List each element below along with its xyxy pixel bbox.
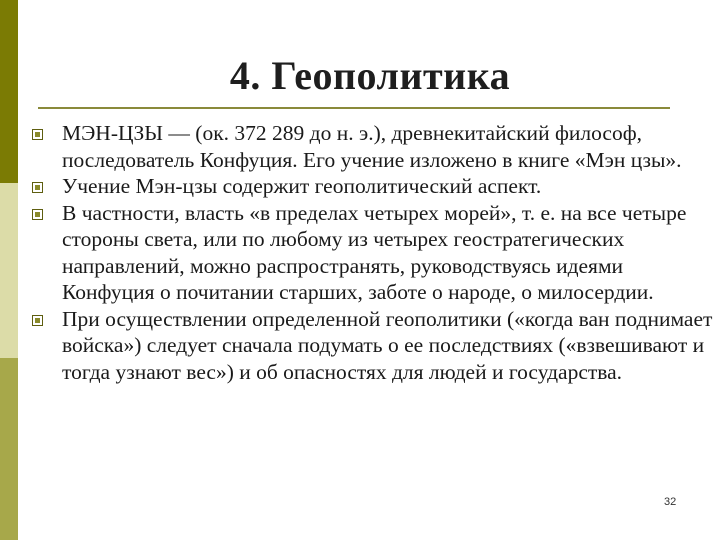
title-divider — [38, 107, 670, 109]
slide-title: 4. Геополитика — [229, 53, 511, 98]
side-strip-middle — [0, 183, 18, 358]
page-number: 32 — [664, 496, 677, 508]
square-bullet-icon — [32, 315, 43, 326]
bullet-list — [28, 120, 718, 385]
square-bullet-icon — [32, 129, 43, 140]
bullet-text: МЭН-ЦЗЫ — (ок. 372 289 до н. э.), древнекитайский философ, последователь Конфуция. Его учение изложено в книге «Мэн цзы». — [62, 121, 682, 172]
bullet-item-1 — [28, 120, 718, 173]
square-bullet-icon — [32, 209, 43, 220]
bullet-item-2 — [28, 173, 718, 200]
bullet-text: Учение Мэн-цзы содержит геополитический аспект. — [62, 174, 542, 198]
side-strip-bottom — [0, 358, 18, 540]
bullet-item-4 — [28, 306, 718, 386]
square-bullet-icon — [32, 182, 43, 193]
bullet-item-3 — [28, 200, 718, 306]
bullet-text: При осуществлении определенной геополитики («когда ван поднимает войска») следует сначала подумать о ее последствиях («взвешивают и тогда узнают вес») и об опасностях для людей и государства. — [62, 306, 713, 384]
bullet-text: В частности, власть «в пределах четырех морей», т. е. на все четыре стороны света, или по любому из четырех геостратегических направлений, можно распространять, руководствуясь идеями Конфуция о почитании старших, заботе о народе, о милосердии. — [62, 200, 687, 304]
